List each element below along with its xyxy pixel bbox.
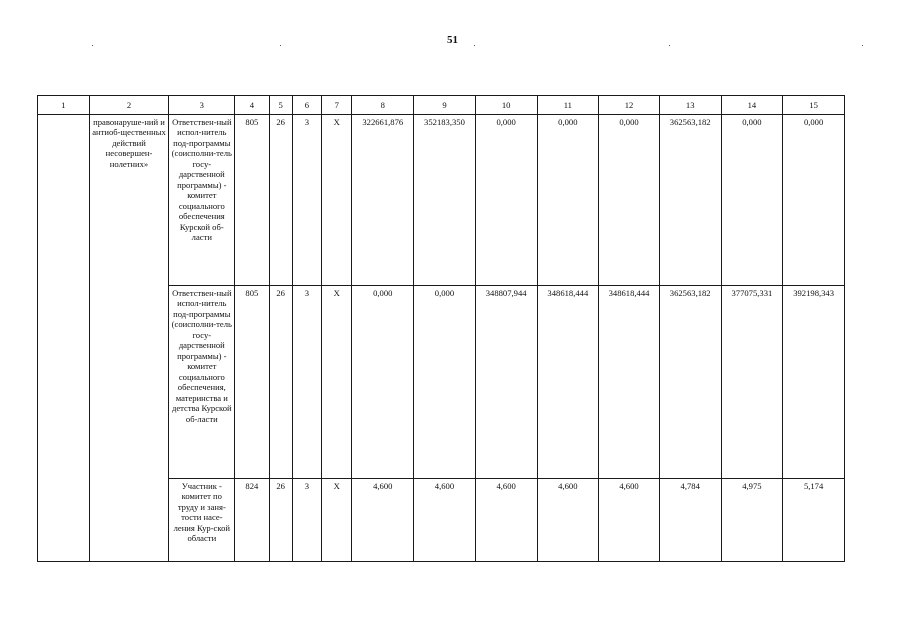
table-cell: 824 [235,479,269,562]
header-cell: 2 [89,96,169,115]
table-cell: 352183,350 [414,115,476,286]
header-cell: 1 [38,96,90,115]
table-cell: 26 [269,286,292,479]
header-cell: 8 [352,96,414,115]
table-cell: 805 [235,115,269,286]
table-cell: 362563,182 [659,115,721,286]
table-cell: 3 [292,115,321,286]
table-cell: 0,000 [599,115,660,286]
table-cell: 348807,944 [475,286,537,479]
table-cell: 4,600 [475,479,537,562]
table-cell: 4,784 [659,479,721,562]
table-cell: 3 [292,479,321,562]
header-row [38,96,845,115]
header-cell: 11 [537,96,599,115]
table-cell: 0,000 [475,115,537,286]
table-cell: 377075,331 [721,286,783,479]
table-cell: 0,000 [414,286,476,479]
header-cell: 5 [269,96,292,115]
header-cell: 6 [292,96,321,115]
table-cell: 392198,343 [783,286,845,479]
executor-cell: Ответствен-ный испол-нитель под-программы (соисполни-тель госу-дарственной программы) - комитет социального обеспечения, материнства и детства Курской об-ласти [169,286,235,479]
header-cell: 9 [414,96,476,115]
budget-table [37,95,845,562]
scan-speck [280,45,281,46]
table-cell: 348618,444 [599,286,660,479]
header-cell: 4 [235,96,269,115]
header-cell: 15 [783,96,845,115]
table-cell: 0,000 [352,286,414,479]
table-cell: 4,600 [352,479,414,562]
table-cell: 0,000 [537,115,599,286]
header-cell: 14 [721,96,783,115]
table-cell: X [322,115,352,286]
executor-cell: Участник - комитет по труду и заня-тости насе-ления Кур-ской области [169,479,235,562]
executor-cell: Ответствен-ный испол-нитель под-программы (соисполни-тель госу-дарственной программы) - комитет социального обеспечения Курской об-ласти [169,115,235,286]
table-cell: 348618,444 [537,286,599,479]
table-row [38,115,845,286]
table-cell: X [322,479,352,562]
scan-speck [92,45,93,46]
empty-cell [38,115,90,562]
page-number: 51 [447,34,458,46]
table-cell: 26 [269,479,292,562]
header-cell: 13 [659,96,721,115]
table-cell: 4,975 [721,479,783,562]
scan-speck [862,45,863,46]
header-cell: 7 [322,96,352,115]
table-cell: 3 [292,286,321,479]
header-cell: 12 [599,96,660,115]
table-cell: 26 [269,115,292,286]
table-cell: 0,000 [721,115,783,286]
scan-speck [474,45,475,46]
table-cell: 362563,182 [659,286,721,479]
table-cell: 805 [235,286,269,479]
table-cell: 4,600 [599,479,660,562]
header-cell: 10 [475,96,537,115]
scan-speck [669,45,670,46]
table-cell: 322661,876 [352,115,414,286]
subprogram-name-cell: правонаруше-ний и антиоб-щественных действий несовершен-нолетних» [89,115,169,562]
table-cell: 0,000 [783,115,845,286]
table-cell: 4,600 [414,479,476,562]
table-cell: 4,600 [537,479,599,562]
header-cell: 3 [169,96,235,115]
table-cell: X [322,286,352,479]
table-cell: 5,174 [783,479,845,562]
